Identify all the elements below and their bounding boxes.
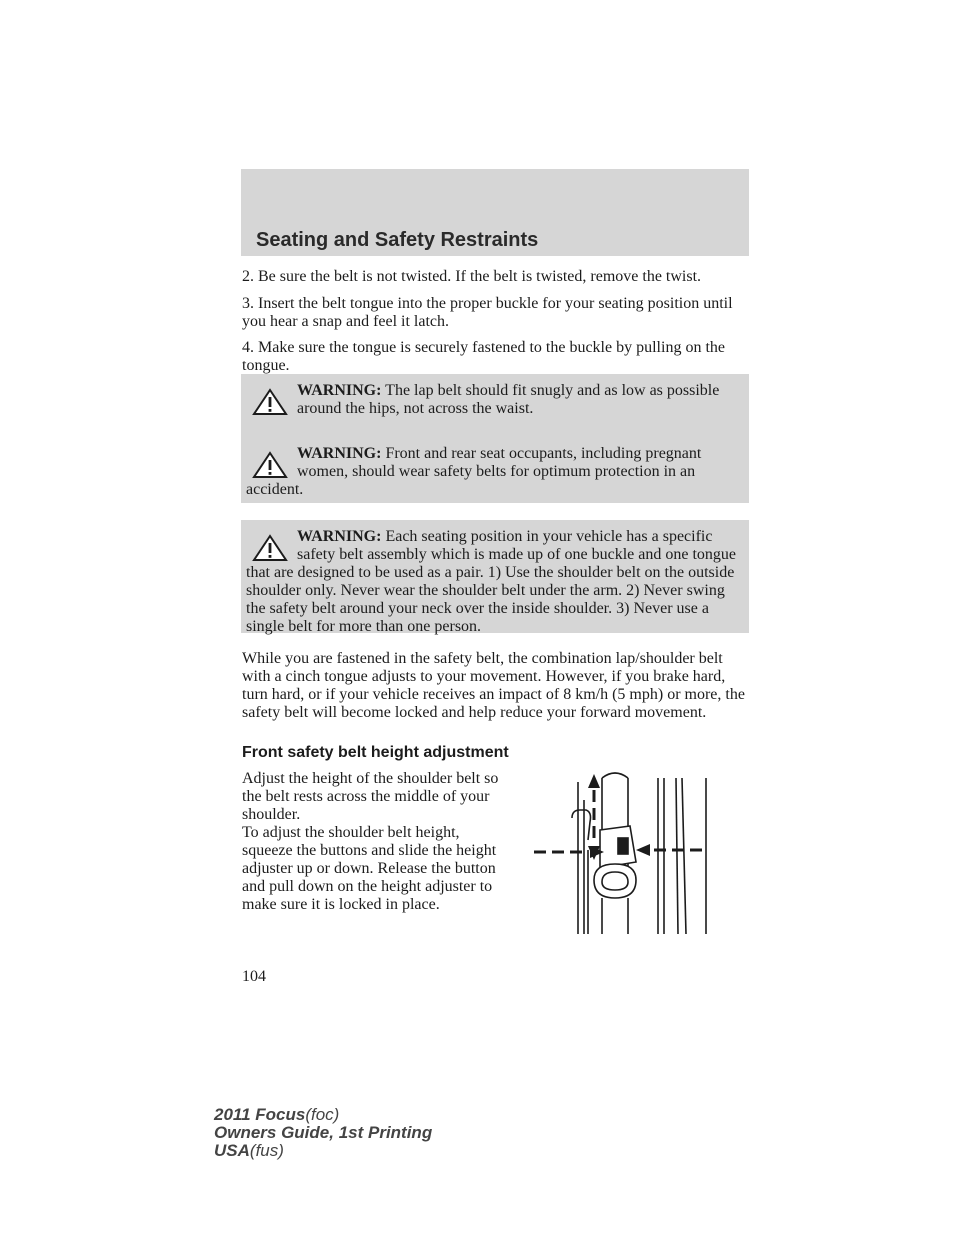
step-3: 3. Insert the belt tongue into the proper buckle for your seating position until you hear a snap and feel it latch. bbox=[242, 295, 733, 330]
footer-market-code: (fus) bbox=[249, 1141, 284, 1160]
footer-model-code: (foc) bbox=[305, 1105, 340, 1124]
warning-text: The lap belt should fit snugly and as low as possible around the hips, not across the waist. bbox=[297, 382, 720, 417]
adjustment-paragraph-2: To adjust the shoulder belt height, squeeze the buttons and slide the height adjuster up or down. Release the button and pull down on the height adjuster to make sure it is locked in place. bbox=[242, 824, 497, 913]
warning-text: Each seating position in your vehicle has a specific safety belt assembly which is made up of one buckle and one tongue that are designed to be used as a pair. 1) Use the shoulder belt on the outside shoulder only. Never wear the shoulder belt under the arm. 2) Never swing the safety belt around your neck over the inside shoulder. 3) Never use a single belt for more than one person. bbox=[246, 528, 736, 635]
footer-market: USA bbox=[214, 1141, 250, 1160]
warning-box-occupants bbox=[241, 437, 749, 503]
belt-height-adjuster-illustration bbox=[528, 770, 712, 936]
warning-box-belt-assembly bbox=[241, 520, 749, 633]
footer-model: 2011 Focus bbox=[214, 1105, 306, 1124]
warning-triangle-icon bbox=[252, 388, 288, 416]
warning-label: WARNING: bbox=[297, 445, 382, 462]
warning-text: Front and rear seat occupants, including pregnant women, should wear safety belts for optimum protection in an accident. bbox=[246, 445, 702, 498]
subheading-height-adjustment: Front safety belt height adjustment bbox=[242, 744, 509, 761]
warning-triangle-icon bbox=[252, 451, 288, 479]
warning-label: WARNING: bbox=[297, 382, 382, 399]
adjustment-paragraph-1: Adjust the height of the shoulder belt so the belt rests across the middle of your shoulder. bbox=[242, 770, 499, 823]
body-paragraph: While you are fastened in the safety belt, the combination lap/shoulder belt with a cinch tongue adjusts to your movement. However, if you brake hard, turn hard, or if your vehicle receives an impact of 8 km/h (5 mph) or more, the safety belt will become locked and help reduce your forward movement. bbox=[242, 650, 745, 721]
section-title: Seating and Safety Restraints bbox=[256, 229, 539, 251]
step-4: 4. Make sure the tongue is securely fastened to the buckle by pulling on the tongue. bbox=[242, 339, 725, 374]
document-footer bbox=[214, 1106, 432, 1160]
page-number: 104 bbox=[242, 968, 266, 985]
footer-printing: Owners Guide, 1st Printing bbox=[214, 1123, 433, 1142]
warning-label: WARNING: bbox=[297, 528, 382, 545]
step-2: 2. Be sure the belt is not twisted. If the belt is twisted, remove the twist. bbox=[242, 268, 702, 285]
warning-triangle-icon bbox=[252, 534, 288, 562]
